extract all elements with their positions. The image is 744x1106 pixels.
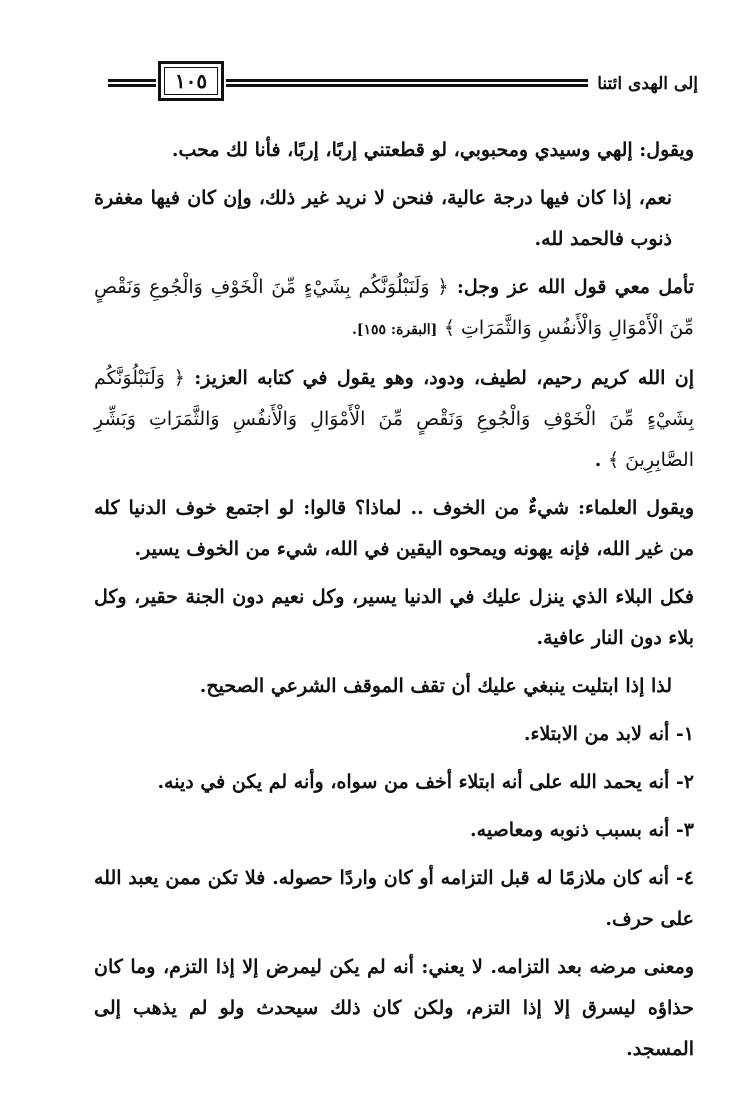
page-header (108, 60, 698, 110)
header-rule-right (226, 79, 588, 87)
closing-paragraph: ومعنى مرضه بعد التزامه. لا يعني: أنه لم يكن ليمرض إلا إذا التزم، وما كان حذاؤه ليسرق إلا إذا التزم، ولكن كان ذلك سيحدث ولو لم يذهب إلى المسجد. (94, 956, 694, 1060)
verse-reference-1: [البقرة: ١٥٥]. (351, 322, 438, 338)
paragraph-6: فكل البلاء الذي ينزل عليك في الدنيا يسير، وكل نعيم دون الجنة حقير، وكل بلاء دون النار عافية. (94, 586, 694, 649)
page-number-frame (158, 61, 224, 101)
list-item-4: ٤- أنه كان ملازمًا له قبل التزامه أو كان واردًا حصوله. فلا تكن ممن يعبد الله على حرف. (94, 867, 694, 930)
list-item-1: ١- أنه لابد من الابتلاء. (523, 723, 694, 745)
quran-verse-2: ﴿ وَلَنَبْلُوَنَّكُم بِشَيْءٍ مِّنَ الْخَوْفِ وَالْجُوعِ وَنَقْصٍ مِّنَ الْأَمْوَالِ وَالْأَنفُسِ وَالثَّمَرَاتِ وَبَشِّرِ الصَّابِرِينَ ﴾ (94, 367, 694, 471)
paragraph-1: ويقول: إلهي وسيدي ومحبوبي، لو قطعتني إربًا، إربًا، فأنا لك محب. (171, 139, 694, 161)
paragraph-3 (94, 267, 694, 351)
page-body (94, 130, 694, 1077)
paragraph-5: ويقول العلماء: شيءٌ من الخوف .. لماذا؟ قالوا: لو اجتمع خوف الدنيا كله من غير الله، فإنه يهونه ويمحوه اليقين في الله، شيء من الخوف يسير. (94, 497, 694, 560)
header-rule-left (108, 79, 156, 87)
paragraph-4 (94, 358, 694, 481)
list-item-3: ٣- أنه بسبب ذنوبه ومعاصيه. (470, 819, 694, 841)
paragraph-7: لذا إذا ابتليت ينبغي عليك أن تقف الموقف الشرعي الصحيح. (199, 675, 672, 697)
paragraph-4-intro: إن الله كريم رحيم، لطيف، ودود، وهو يقول في كتابه العزيز: (194, 367, 694, 389)
paragraph-4-end: . (594, 449, 602, 471)
paragraph-3-intro: تأمل معي قول الله عز وجل: (456, 276, 694, 298)
quran-verse-1: ﴿ وَلَنَبْلُوَنَّكُم بِشَيْءٍ مِّنَ الْخَوْفِ وَالْجُوعِ وَنَقْصٍ مِّنَ الْأَمْوَالِ وَالْأَنفُسِ وَالثَّمَرَاتِ ﴾ (94, 276, 694, 339)
page-number: ١٠٥ (174, 69, 208, 93)
list-item-2: ٢- أنه يحمد الله على أنه ابتلاء أخف من سواه، وأنه لم يكن في دينه. (157, 771, 694, 793)
paragraph-2: نعم، إذا كان فيها درجة عالية، فنحن لا نريد غير ذلك، وإن كان فيها مغفرة ذنوب فالحمد لله. (94, 187, 672, 250)
running-title: إلى الهدى ائتنا (597, 74, 698, 94)
